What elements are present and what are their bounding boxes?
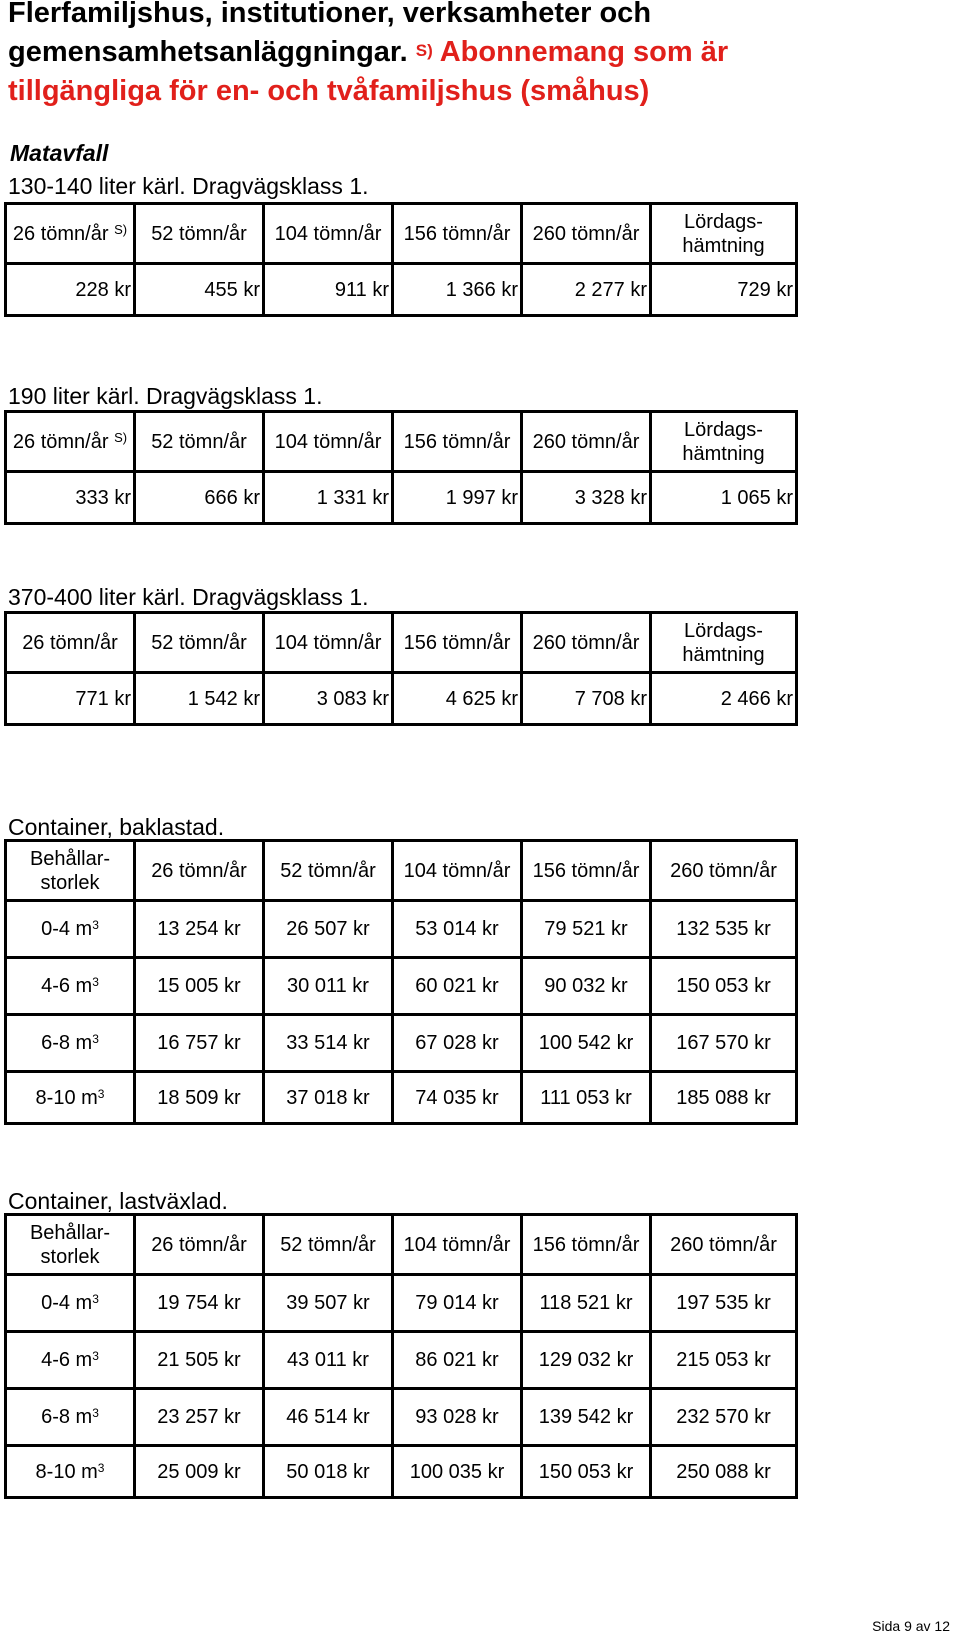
size-cell: 4-6 $m^3$ <box>6 1332 135 1389</box>
header-cell: 52 tömn/år <box>135 613 264 673</box>
header-cell: 156 tömn/år <box>393 613 522 673</box>
value-cell: 2 466 kr <box>651 673 797 725</box>
value-cell: 185 088 kr <box>651 1072 797 1124</box>
table-header-row <box>6 1215 797 1275</box>
value-cell: 150 053 kr <box>651 958 797 1015</box>
value-cell: 100 542 kr <box>522 1015 651 1072</box>
table-row <box>6 901 797 958</box>
header-cell: 104 tömn/år <box>264 613 393 673</box>
page-number: Sida 9 av 12 <box>872 1618 950 1634</box>
value-cell: 21 505 kr <box>135 1332 264 1389</box>
value-cell: 129 032 kr <box>522 1332 651 1389</box>
value-cell: 90 032 kr <box>522 958 651 1015</box>
value-cell: 13 254 kr <box>135 901 264 958</box>
value-cell: 74 035 kr <box>393 1072 522 1124</box>
price-table-2 <box>4 410 798 525</box>
value-cell: 1 542 kr <box>135 673 264 725</box>
value-cell: 2 277 kr <box>522 264 651 316</box>
table-header-row <box>6 841 797 901</box>
header-cell: 260 tömn/år <box>651 1215 797 1275</box>
section-title: Matavfall <box>10 140 109 166</box>
table-1-caption: 130-140 liter kärl. Dragvägsklass 1. <box>8 173 369 199</box>
value-cell: 100 035 kr <box>393 1446 522 1498</box>
table-row <box>6 472 797 524</box>
heading-line-2-red-group <box>416 36 728 68</box>
container-table-lastvaxlad <box>4 1213 798 1499</box>
table-header-row <box>6 613 797 673</box>
size-cell: 4-6 $m^3$ <box>6 958 135 1015</box>
heading-line-1: Flerfamiljshus, institutioner, verksamheter och <box>8 0 652 29</box>
value-cell: 3 083 kr <box>264 673 393 725</box>
value-cell: 46 514 kr <box>264 1389 393 1446</box>
size-cell: 0-4 $m^3$ <box>6 901 135 958</box>
table-row <box>6 673 797 725</box>
header-cell: 156 tömn/år <box>522 1215 651 1275</box>
table-row <box>6 1446 797 1498</box>
header-cell: 260 tömn/år <box>522 204 651 264</box>
table-row <box>6 1389 797 1446</box>
value-cell: 911 kr <box>264 264 393 316</box>
page-heading <box>8 0 948 111</box>
value-cell: 30 011 kr <box>264 958 393 1015</box>
heading-line-2 <box>8 33 948 72</box>
header-cell: 260 tömn/år <box>522 613 651 673</box>
size-cell: 8-10 $m^3$ <box>6 1446 135 1498</box>
size-cell: 8-10 $m^3$ <box>6 1072 135 1124</box>
value-cell: 19 754 kr <box>135 1275 264 1332</box>
value-cell: 132 535 kr <box>651 901 797 958</box>
price-table-1 <box>4 202 798 317</box>
table-5-caption: Container, lastväxlad. <box>8 1188 228 1214</box>
header-cell: 104 tömn/år <box>393 1215 522 1275</box>
header-cell: 26 tömn/år $^{S)}$ <box>6 204 135 264</box>
value-cell: 60 021 kr <box>393 958 522 1015</box>
value-cell: 39 507 kr <box>264 1275 393 1332</box>
heading-line-3: tillgängliga för en- och tvåfamiljshus (småhus) <box>8 75 650 107</box>
value-cell: 197 535 kr <box>651 1275 797 1332</box>
value-cell: 23 257 kr <box>135 1389 264 1446</box>
value-cell: 26 507 kr <box>264 901 393 958</box>
value-cell: 7 708 kr <box>522 673 651 725</box>
table-row <box>6 1332 797 1389</box>
value-cell: 111 053 kr <box>522 1072 651 1124</box>
header-cell: Behållar- storlek <box>6 841 135 901</box>
value-cell: 139 542 kr <box>522 1389 651 1446</box>
header-cell: 156 tömn/år <box>393 412 522 472</box>
value-cell: 1 366 kr <box>393 264 522 316</box>
header-cell: Lördags- hämtning <box>651 613 797 673</box>
value-cell: 3 328 kr <box>522 472 651 524</box>
value-cell: 118 521 kr <box>522 1275 651 1332</box>
table-header-row <box>6 204 797 264</box>
header-cell: 52 tömn/år <box>135 412 264 472</box>
value-cell: 1 065 kr <box>651 472 797 524</box>
header-cell: 156 tömn/år <box>522 841 651 901</box>
value-cell: 666 kr <box>135 472 264 524</box>
table-header-row <box>6 412 797 472</box>
header-cell: 104 tömn/år <box>264 204 393 264</box>
value-cell: 15 005 kr <box>135 958 264 1015</box>
value-cell: 729 kr <box>651 264 797 316</box>
table-2-caption: 190 liter kärl. Dragvägsklass 1. <box>8 383 323 409</box>
header-cell: 260 tömn/år <box>651 841 797 901</box>
table-row <box>6 1275 797 1332</box>
value-cell: 1 997 kr <box>393 472 522 524</box>
value-cell: 228 kr <box>6 264 135 316</box>
header-cell: Lördags- hämtning <box>651 412 797 472</box>
value-cell: 150 053 kr <box>522 1446 651 1498</box>
value-cell: 86 021 kr <box>393 1332 522 1389</box>
value-cell: 93 028 kr <box>393 1389 522 1446</box>
header-cell: 260 tömn/år <box>522 412 651 472</box>
value-cell: 37 018 kr <box>264 1072 393 1124</box>
header-cell: Behållar- storlek <box>6 1215 135 1275</box>
table-row <box>6 1072 797 1124</box>
table-row <box>6 958 797 1015</box>
s-marker: S) <box>415 41 433 60</box>
value-cell: 232 570 kr <box>651 1389 797 1446</box>
value-cell: 455 kr <box>135 264 264 316</box>
value-cell: 4 625 kr <box>393 673 522 725</box>
price-table-3 <box>4 611 798 726</box>
value-cell: 250 088 kr <box>651 1446 797 1498</box>
header-cell: 26 tömn/år $^{S)}$ <box>6 412 135 472</box>
value-cell: 16 757 kr <box>135 1015 264 1072</box>
value-cell: 25 009 kr <box>135 1446 264 1498</box>
value-cell: 215 053 kr <box>651 1332 797 1389</box>
header-cell: 26 tömn/år <box>135 841 264 901</box>
value-cell: 79 014 kr <box>393 1275 522 1332</box>
header-cell: 52 tömn/år <box>135 204 264 264</box>
header-cell: 156 tömn/år <box>393 204 522 264</box>
size-cell: 6-8 $m^3$ <box>6 1015 135 1072</box>
header-cell: 26 tömn/år <box>135 1215 264 1275</box>
value-cell: 79 521 kr <box>522 901 651 958</box>
value-cell: 53 014 kr <box>393 901 522 958</box>
size-cell: 6-8 $m^3$ <box>6 1389 135 1446</box>
value-cell: 167 570 kr <box>651 1015 797 1072</box>
header-cell: 104 tömn/år <box>264 412 393 472</box>
header-cell: Lördags- hämtning <box>651 204 797 264</box>
value-cell: 771 kr <box>6 673 135 725</box>
header-cell: 52 tömn/år <box>264 841 393 901</box>
value-cell: 18 509 kr <box>135 1072 264 1124</box>
header-cell: 104 tömn/år <box>393 841 522 901</box>
header-cell: 52 tömn/år <box>264 1215 393 1275</box>
value-cell: 67 028 kr <box>393 1015 522 1072</box>
value-cell: 50 018 kr <box>264 1446 393 1498</box>
size-cell: 0-4 $m^3$ <box>6 1275 135 1332</box>
table-4-caption: Container, baklastad. <box>8 814 225 840</box>
value-cell: 333 kr <box>6 472 135 524</box>
header-cell: 26 tömn/år <box>6 613 135 673</box>
table-row <box>6 1015 797 1072</box>
value-cell: 43 011 kr <box>264 1332 393 1389</box>
table-3-caption: 370-400 liter kärl. Dragvägsklass 1. <box>8 584 369 610</box>
value-cell: 33 514 kr <box>264 1015 393 1072</box>
container-table-baklastad <box>4 839 798 1125</box>
heading-line-2-red: Abonnemang som är <box>439 36 729 68</box>
value-cell: 1 331 kr <box>264 472 393 524</box>
table-row <box>6 264 797 316</box>
heading-line-2-black: gemensamhetsanläggningar. <box>8 36 408 68</box>
